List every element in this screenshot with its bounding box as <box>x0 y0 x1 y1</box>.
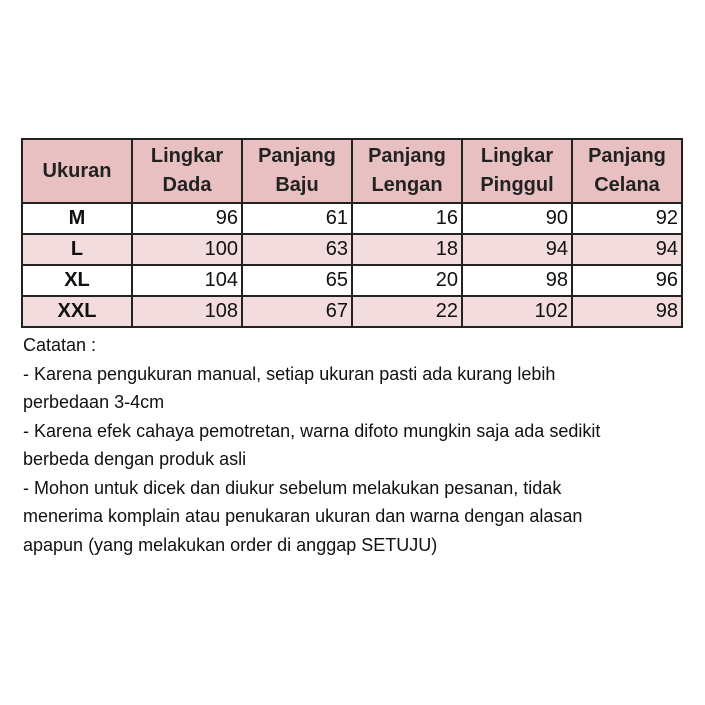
table-row <box>22 265 682 296</box>
value-cell: 96 <box>572 265 682 296</box>
header-panjang-baju <box>242 139 352 203</box>
value-cell: 18 <box>352 234 462 265</box>
size-cell: XL <box>22 265 132 296</box>
header-text: Baju <box>275 174 319 196</box>
value-cell: 65 <box>242 265 352 296</box>
note-line: - Karena pengukuran manual, setiap ukuran pasti ada kurang lebih <box>23 363 556 384</box>
value-cell: 94 <box>462 234 572 265</box>
value-cell: 63 <box>242 234 352 265</box>
value-cell: 102 <box>462 296 572 327</box>
header-lingkar-pinggul <box>462 139 572 203</box>
header-lingkar-dada <box>132 139 242 203</box>
header-panjang-celana <box>572 139 682 203</box>
value-cell: 22 <box>352 296 462 327</box>
table-row <box>22 203 682 234</box>
value-cell: 16 <box>352 203 462 234</box>
header-text: Ukuran <box>42 159 112 182</box>
size-cell: M <box>22 203 132 234</box>
value-cell: 92 <box>572 203 682 234</box>
note-line: berbeda dengan produk asli <box>23 449 247 469</box>
value-cell: 61 <box>242 203 352 234</box>
table-row <box>22 296 682 327</box>
value-cell: 94 <box>572 234 682 265</box>
note-line: menerima komplain atau penukaran ukuran dan warna dengan alasan <box>23 506 583 526</box>
value-cell: 100 <box>132 234 242 265</box>
notes-section <box>23 331 683 559</box>
table-row <box>22 234 682 265</box>
header-ukuran <box>22 139 132 203</box>
table-header-row <box>22 139 682 203</box>
header-text: Panjang <box>368 145 446 167</box>
header-text: Dada <box>162 174 212 196</box>
notes-title: Catatan : <box>23 335 97 355</box>
header-text: Pinggul <box>480 174 554 196</box>
value-cell: 98 <box>462 265 572 296</box>
note-line: - Karena efek cahaya pemotretan, warna difoto mungkin saja ada sedikit <box>23 420 601 441</box>
note-line: apapun (yang melakukan order di anggap SETUJU) <box>23 534 438 555</box>
size-chart-table <box>21 138 683 328</box>
size-cell: XXL <box>22 296 132 327</box>
header-text: Panjang <box>258 145 336 167</box>
value-cell: 104 <box>132 265 242 296</box>
value-cell: 96 <box>132 203 242 234</box>
header-text: Lingkar <box>150 145 224 167</box>
header-text: Lengan <box>371 174 443 196</box>
header-text: Panjang <box>588 145 666 167</box>
value-cell: 67 <box>242 296 352 327</box>
header-text: Celana <box>594 174 660 196</box>
header-panjang-lengan <box>352 139 462 203</box>
value-cell: 108 <box>132 296 242 327</box>
value-cell: 20 <box>352 265 462 296</box>
size-cell: L <box>22 234 132 265</box>
note-line: perbedaan 3-4cm <box>23 392 165 412</box>
header-text: Lingkar <box>480 145 554 167</box>
note-line: - Mohon untuk dicek dan diukur sebelum melakukan pesanan, tidak <box>23 477 562 498</box>
value-cell: 90 <box>462 203 572 234</box>
value-cell: 98 <box>572 296 682 327</box>
